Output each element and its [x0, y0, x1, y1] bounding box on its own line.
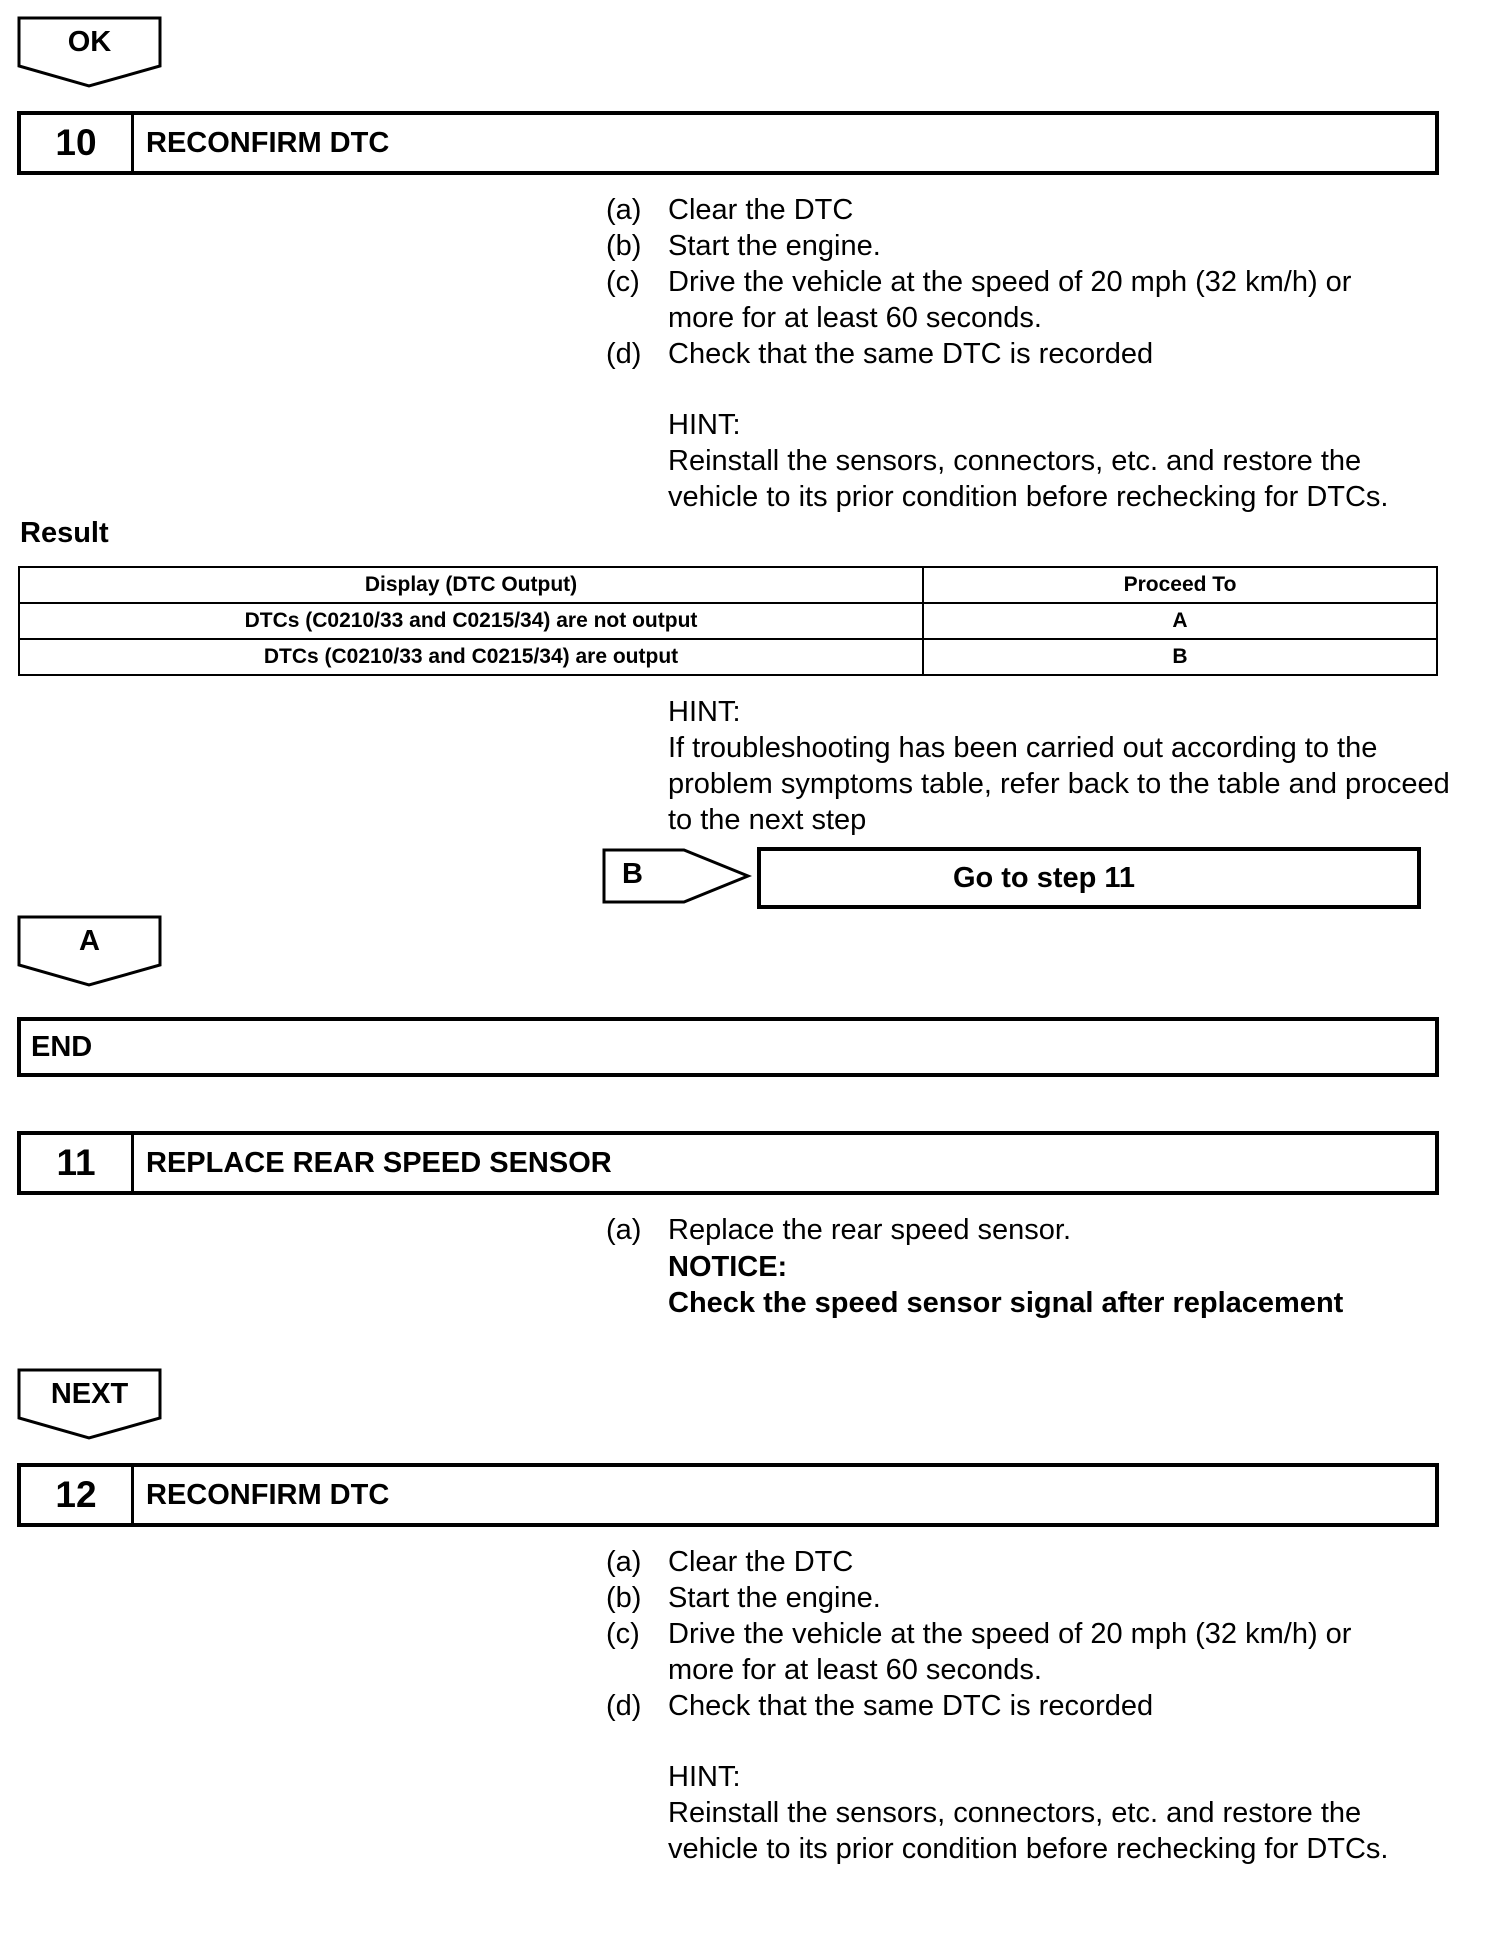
instruction-item — [606, 1616, 1446, 1688]
result-table — [18, 566, 1438, 676]
step-number: 11 — [21, 1135, 134, 1191]
step-title: RECONFIRM DTC — [146, 126, 390, 159]
step-11-header — [17, 1131, 1439, 1195]
table-row — [19, 639, 1437, 675]
item-text: Clear the DTC — [668, 1546, 854, 1578]
step-10-header — [17, 111, 1439, 175]
item-text: Start the engine. — [668, 230, 881, 262]
instruction-item — [606, 264, 1446, 336]
item-key: (b) — [606, 1582, 642, 1614]
item-key: (b) — [606, 230, 642, 262]
column-header-display: Display (DTC Output) — [19, 567, 923, 603]
instruction-item — [606, 192, 1446, 228]
notice-label: NOTICE: — [668, 1251, 788, 1283]
table-cell: DTCs (C0210/33 and C0215/34) are not output — [19, 603, 923, 639]
instruction-item — [606, 1688, 1446, 1724]
flow-tab-label: OK — [67, 26, 112, 58]
item-key: (c) — [606, 1618, 640, 1650]
hint-text: If troubleshooting has been carried out according to the problem symptoms table, refer back to the table and proceed to the next step — [668, 732, 1450, 836]
table-cell: B — [923, 639, 1437, 675]
instruction-item — [606, 336, 1446, 372]
item-text: Drive the vehicle at the speed of 20 mph (32 km/h) or more for at least 60 seconds. — [668, 266, 1352, 334]
item-key: (a) — [606, 194, 642, 226]
notice-text: Check the speed sensor signal after replacement — [668, 1287, 1344, 1319]
result-hint — [668, 694, 1458, 838]
step-number: 12 — [21, 1467, 134, 1523]
item-text: Check that the same DTC is recorded — [668, 1690, 1154, 1722]
flow-tab-next — [17, 1368, 162, 1442]
hint-text: Reinstall the sensors, connectors, etc. and restore the vehicle to its prior condition before rechecking for DTCs. — [668, 1797, 1389, 1865]
flow-tab-a — [17, 915, 162, 989]
step-10-hint — [668, 407, 1458, 515]
item-text: Clear the DTC — [668, 194, 854, 226]
item-key: (a) — [606, 1214, 642, 1246]
flow-tab-label: A — [79, 925, 100, 957]
instruction-item — [606, 1212, 1446, 1248]
flow-tab-label: NEXT — [50, 1378, 129, 1410]
instruction-item — [606, 1580, 1446, 1616]
step-10-instructions — [606, 192, 1446, 372]
goto-step-box: Go to step 11 — [757, 847, 1421, 909]
item-text: Check that the same DTC is recorded — [668, 338, 1154, 370]
item-key: (d) — [606, 1690, 642, 1722]
branch-label: B — [622, 858, 643, 890]
item-key: (a) — [606, 1546, 642, 1578]
step-12-header — [17, 1463, 1439, 1527]
end-box: END — [17, 1017, 1439, 1077]
step-12-instructions — [606, 1544, 1446, 1724]
item-text: Replace the rear speed sensor. — [668, 1214, 1072, 1246]
branch-b-arrow — [602, 848, 752, 904]
table-row — [19, 603, 1437, 639]
hint-label: HINT: — [668, 1761, 741, 1793]
step-number: 10 — [21, 115, 134, 171]
flow-tab-ok — [17, 16, 162, 90]
hint-text: Reinstall the sensors, connectors, etc. and restore the vehicle to its prior condition before rechecking for DTCs. — [668, 445, 1389, 513]
table-cell: A — [923, 603, 1437, 639]
item-key: (c) — [606, 266, 640, 298]
item-text: Start the engine. — [668, 1582, 881, 1614]
hint-label: HINT: — [668, 409, 741, 441]
step-11-notice — [668, 1249, 1458, 1321]
step-11-instructions — [606, 1212, 1446, 1248]
step-12-hint — [668, 1759, 1458, 1867]
step-title: RECONFIRM DTC — [146, 1478, 390, 1511]
table-header-row — [19, 567, 1437, 603]
hint-label: HINT: — [668, 696, 741, 728]
table-cell: DTCs (C0210/33 and C0215/34) are output — [19, 639, 923, 675]
instruction-item — [606, 228, 1446, 264]
result-label: Result — [20, 517, 109, 549]
item-text: Drive the vehicle at the speed of 20 mph (32 km/h) or more for at least 60 seconds. — [668, 1618, 1352, 1686]
column-header-proceed: Proceed To — [923, 567, 1437, 603]
step-title: REPLACE REAR SPEED SENSOR — [146, 1146, 612, 1179]
item-key: (d) — [606, 338, 642, 370]
instruction-item — [606, 1544, 1446, 1580]
